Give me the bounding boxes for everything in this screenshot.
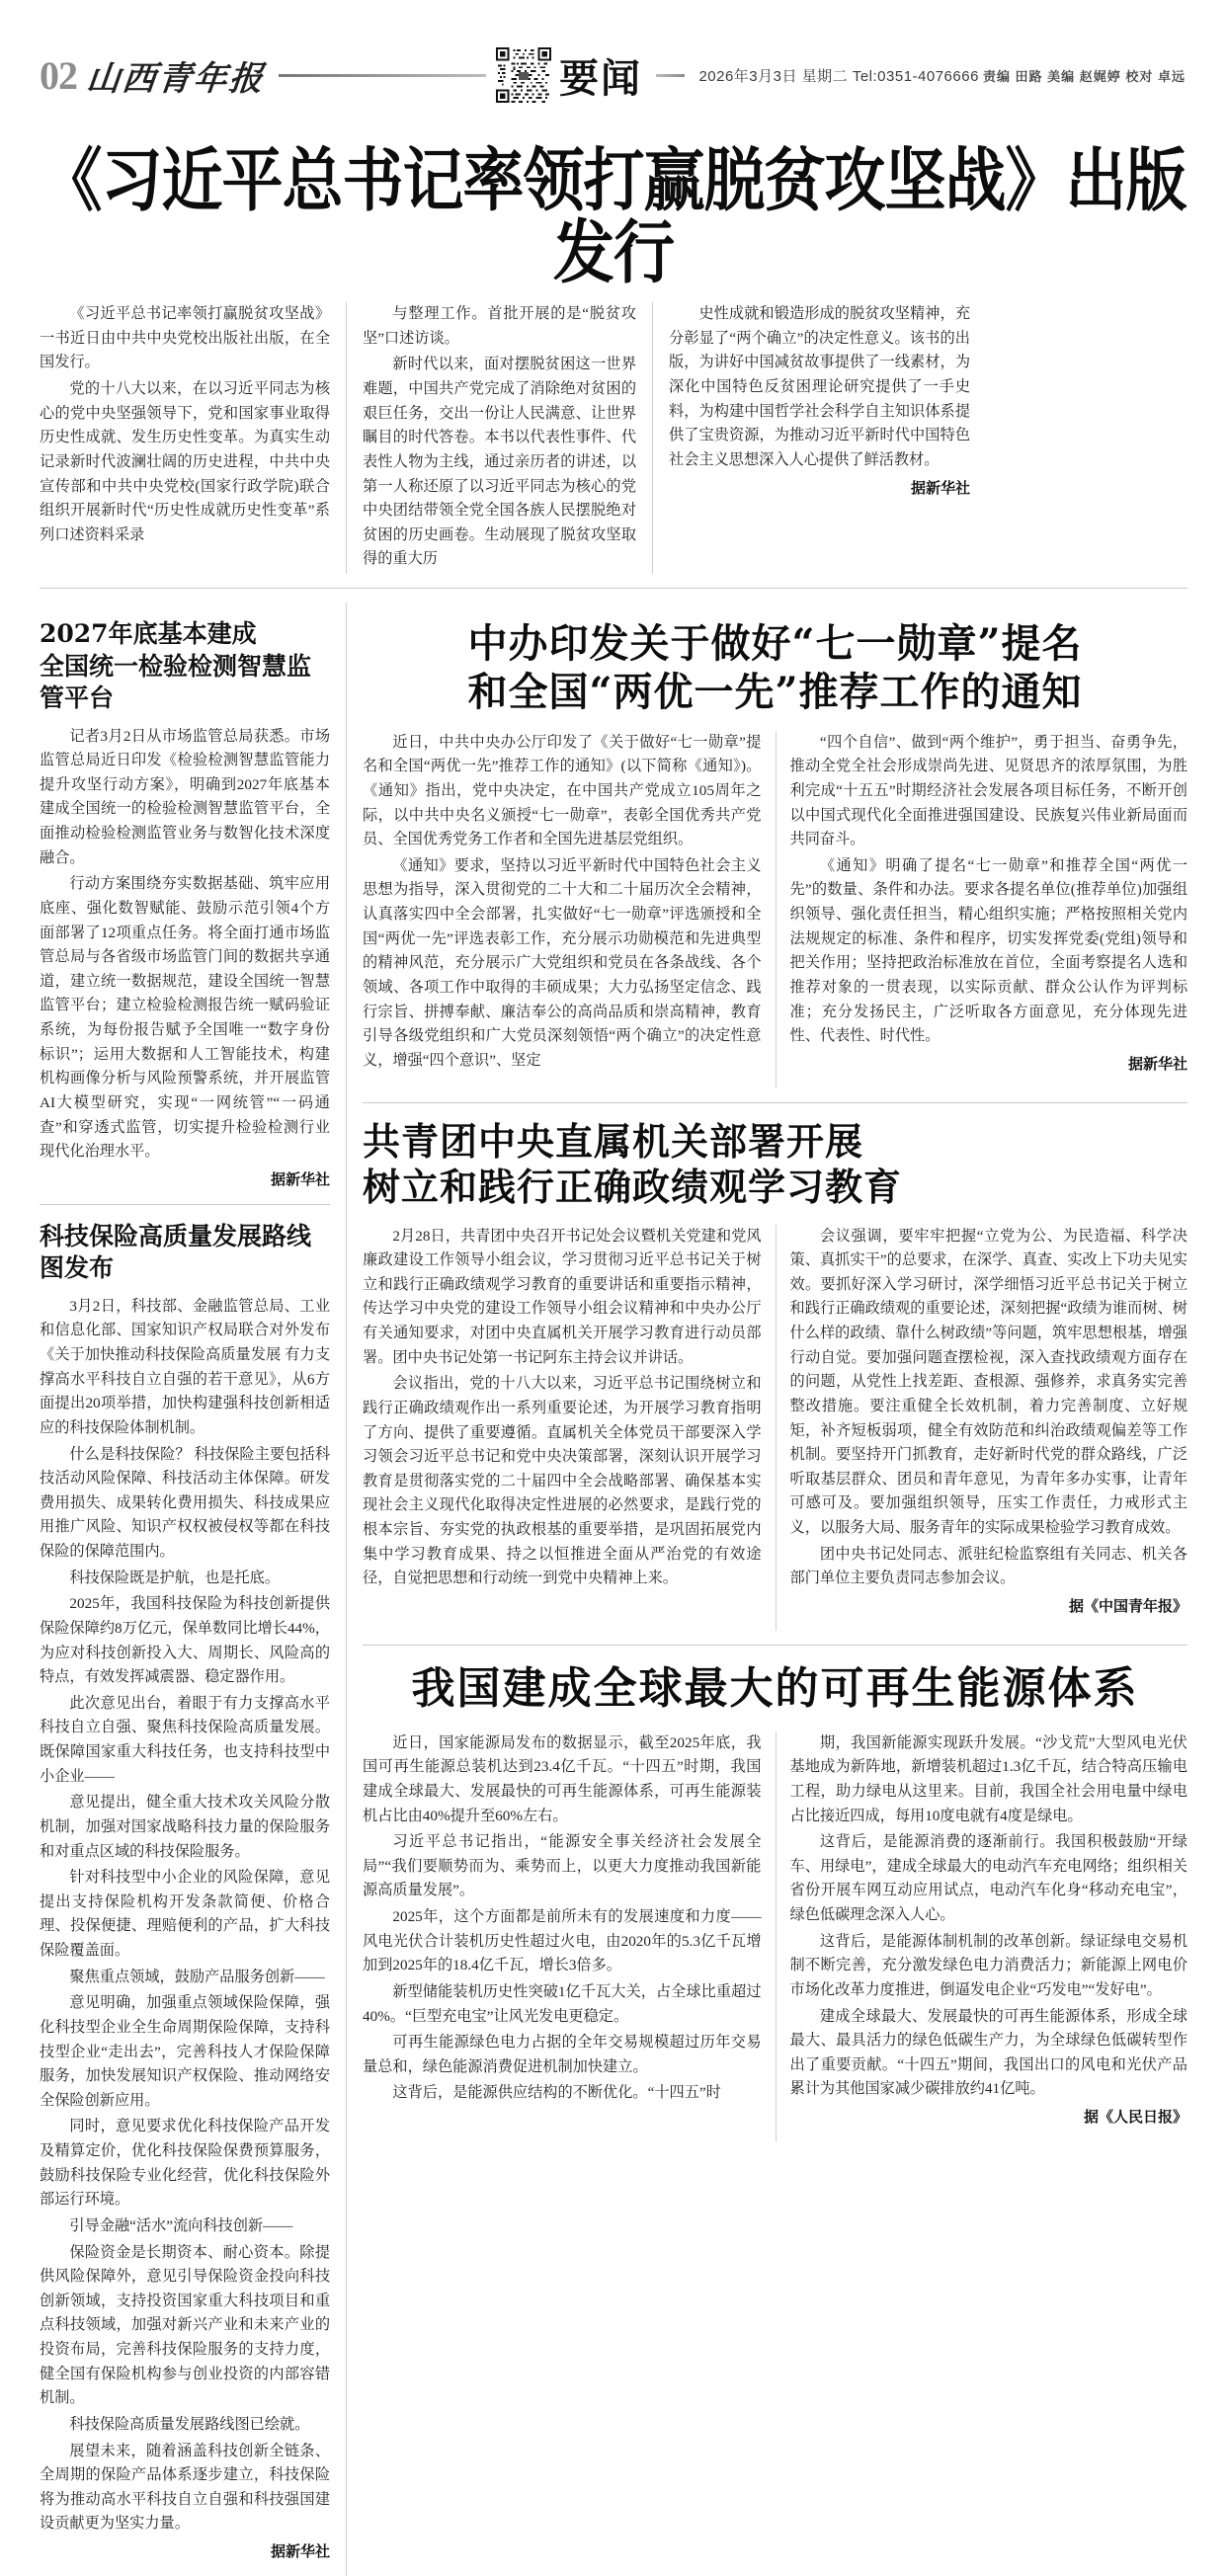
- headline-line-2: 全国统一检验检测智慧监管平台: [40, 651, 312, 713]
- energy-article: [363, 1663, 1187, 2141]
- paragraph: 3月2日，科技部、金融监管总局、工业和信息化部、国家知识产权局联合对外发布《关于加快推动科技保险高质量发展 有力支撑高水平科技自立自强的若干意见》，从6方面提出20项举措，加快构建强科技创新相适应的科技保险体制机制。: [40, 1297, 330, 1436]
- paragraph: 与整理工作。首批开展的是“脱贫攻坚”口述访谈。: [363, 305, 636, 347]
- section-divider: [40, 588, 1187, 589]
- paragraph: 同时，意见要求优化科技保险产品开发及精算定价，优化科技保险保费预算服务，鼓励科技保险专业化经营，优化科技保险外部运行环境。: [40, 2118, 330, 2209]
- paragraph: 新时代以来，面对摆脱贫困这一世界难题，中国共产党完成了消除绝对贫困的艰巨任务，交出一份让人民满意、让世界瞩目的时代答卷。本书以代表性事件、代表性人物为主线，通过亲历者的讲述，以第一人称还原了以习近平同志为核心的党中央团结带领全党全国各族人民摆脱绝对贫困的历史画卷。生动展现了脱贫攻坚取得的重大历: [363, 356, 636, 568]
- medal-column-right: [776, 731, 1188, 1088]
- paragraph: 意见提出，健全重大技术攻关风险分散机制，加强对国家战略科技力量的保险服务和对重点区域的科技保险服务。: [40, 1794, 330, 1860]
- paragraph: 《习近平总书记率领打赢脱贫攻坚战》一书近日由中共中央党校出版社出版，在全国发行。: [40, 305, 330, 371]
- section-divider: [363, 1645, 1187, 1646]
- paragraph: 什么是科技保险？ 科技保险主要包括科技活动风险保障、科技活动主体保障。研发费用损失、成果转化费用损失、科技成果应用推广风险、知识产权权被侵权等都在科技保险的保障范围内。: [40, 1445, 330, 1561]
- masthead-rule-left: [279, 74, 486, 77]
- energy-article-headline: 我国建成全球最大的可再生能源体系: [411, 1662, 1139, 1714]
- headline-line-2: 树立和践行正确政绩观学习教育: [363, 1165, 903, 1210]
- masthead: [40, 0, 1187, 122]
- paragraph: 意见明确，加强重点领域保险保障，强化科技型企业全生命周期保险保障，支持科技型企业“走出去”，完善科技人才保险保障服务，加快发展知识产权保险、推动网络安全保险创新应用。: [40, 1994, 330, 2109]
- youth-league-columns: [363, 1225, 1187, 1631]
- headline-line-2: 和全国“两优一先”推荐工作的通知: [467, 668, 1083, 715]
- paragraph: 行动方案围绕夯实数据基础、筑牢应用底座、强化数智赋能、鼓励示范引领4个方面部署了12项重点任务。将全面打通市场监管总局与各省级市场监管门间的数据共享通道，建立统一数据规范，建设全国统一智慧监管平台；建立检验检测报告统一赋码验证系统，为每份报告赋予全国唯一“数字身份标识”；运用大数据和人工智能技术，构建机构画像分析与风险预警系统，并开展监管AI大模型研究，实现“一网统管”“一码通查”和穿透式监管，切实提升检验检测行业现代化治理水平。: [40, 875, 330, 1161]
- tech-insurance-headline: 科技保险高质量发展路线图发布: [40, 1221, 312, 1283]
- paragraph: 针对科技型中小企业的风险保障，意见提出支持保险机构开发条款简便、价格合理、投保便捷、理赔便利的产品，扩大科技保险覆盖面。: [40, 1869, 330, 1960]
- paragraph: 此次意见出台，着眼于有力支撑高水平科技自立自强、聚焦科技保险高质量发展。既保障国家重大科技任务，也支持科技型中小企业——: [40, 1694, 330, 1785]
- paragraph: 2025年，这个方面都是前所未有的发展速度和力度——风电光伏合计装机历史性超过火电，由2020年的5.3亿千瓦增加到2025年的18.4亿千瓦，增长3倍多。: [363, 1908, 762, 1974]
- paragraph: 可再生能源绿色电力占据的全年交易规模超过历年交易量总和，绿色能源消费促进机制加快建立。: [363, 2034, 762, 2075]
- paragraph: 保险资金是长期资本、耐心资本。除提供风险保障外，意见引导保险资金投向科技创新领域，支持投资国家重大科技项目和重点科技领域，加强对新兴产业和未来产业的投资布局，完善科技保险服务的支持力度，健全国有保险机构参与创业投资的内部容错机制。: [40, 2243, 330, 2407]
- paragraph: 新型储能装机历史性突破1亿千瓦大关，占全球比重超过40%。“巨型充电宝”让风光发电更稳定。: [363, 1982, 762, 2025]
- lead-headline: 《习近平总书记率领打赢脱贫攻坚战》出版发行: [41, 139, 1186, 293]
- paragraph: 2月28日，共青团中央召开书记处会议暨机关党建和党风廉政建设工作领导小组会议，学习贯彻习近平总书记关于树立和践行正确政绩观学习教育的重要讲话和重要指示精神，传达学习中央党的建设工作领导小组会议精神和中央办公厅有关通知要求，对团中央直属机关开展学习教育进行动员部署。团中央书记处第一书记阿东主持会议并讲话。: [363, 1227, 762, 1366]
- paragraph: 《通知》要求，坚持以习近平新时代中国特色社会主义思想为指导，深入贯彻党的二十大和二十届历次全会精神，认真落实四中全会部署，扎实做好“七一勋章”评选颁授和全国“两优一先”评选表彰工作，充分展示功勋模范和先进典型的精神风范，充分展示广大党组织和党员在各条战线、各个领域、各项工作中取得的丰硕成果；大力弘扬坚定信念、践行宗旨、拼搏奉献、廉洁奉公的高尚品质和崇高精神，教育引导各级党组织和广大党员深刻领悟“两个确立”的决定性意义，增强“四个意识”、坚定: [363, 856, 762, 1069]
- headline-line-1: 共青团中央直属机关部署开展: [363, 1118, 864, 1164]
- energy-columns: [363, 1731, 1187, 2141]
- right-pane: [346, 603, 1187, 2576]
- source-credit: 据新华社: [910, 480, 970, 497]
- section-divider: [363, 1102, 1187, 1103]
- main-content-area: [40, 603, 1187, 2576]
- paragraph: 展望未来，随着涵盖科技创新全链条、全周期的保险产品体系逐步建立，科技保险将为推动高水平科技自立自强和科技强国建设贡献更为坚实力量。: [40, 2442, 330, 2533]
- youth-league-article: [363, 1119, 1187, 1631]
- paragraph: 近日，国家能源局发布的数据显示，截至2025年底，我国可再生能源总装机达到23.4亿千瓦。“十四五”时期，我国建成全球最大、发展最快的可再生能源体系，可再生能源装机占比由40%提升至60%左右。: [363, 1733, 762, 1824]
- paragraph: 聚焦重点领域，鼓励产品服务创新——: [69, 1968, 325, 1985]
- paragraph: 党的十八大以来，在以习近平同志为核心的党中央坚强领导下，党和国家事业取得历史性成就、发生历史性变革。为真实生动记录新时代波澜壮阔的历史进程，中共中央宣传部和中共中央党校(国家行政学院)联合组织开展新时代“历史性成就历史性变革”系列口述资料采录: [40, 380, 330, 543]
- medal-column-left: [363, 731, 776, 1088]
- paragraph: 团中央书记处同志、派驻纪检监察组有关同志、机关各部门单位主要负责同志参加会议。: [789, 1545, 1187, 1587]
- paragraph: 会议强调，要牢牢把握“立党为公、为民造福、科学决策、真抓实干”的总要求，在深学、真查、实改上下功夫见实效。要抓好深入学习研讨，深学细悟习近平总书记关于树立和践行正确政绩观的重要论述，深刻把握“政绩为谁而树、树什么样的政绩、靠什么树政绩”等问题，筑牢思想根基，增强行动自觉。要加强问题查摆检视，深入查找政绩观方面存在的问题，从党性上找差距、查根源、强修养，求真务实完善整改措施。要注重健全长效机制，着力完善制度、立好规矩，补齐短板弱项，健全有效防范和纠治政绩观偏差等工作机制。要坚持开门抓教育，走好新时代党的群众路线，广泛听取基层群众、团员和青年意见，为青年多办实事，让青年可感可及。要加强组织领导，压实工作责任，力戒形式主义，以服务大局、服务青年的实际成果检验学习教育成效。: [789, 1227, 1187, 1536]
- paragraph: 近日，中共中央办公厅印发了《关于做好“七一勋章”提名和全国“两优一先”推荐工作的通知》(以下简称《通知》)。《通知》指出，党中央决定，在中国共产党成立105周年之际，以中共中央名义颁授“七一勋章”，表彰全国优秀共产党员、全国优秀党务工作者和全国先进基层党组织。: [363, 733, 762, 848]
- paragraph: 《通知》明确了提名“七一勋章”和推荐全国“两优一先”的数量、条件和办法。要求各提名单位(推荐单位)加强组织领导、强化责任担当，精心组织实施；严格按照相关党内法规规定的标准、条件和程序，切实发挥党委(党组)领导和把关作用；坚持把政治标准放在首位，全面考察提名人选和推荐对象的一贯表现，以实际贡献、群众公认作为评判标准；充分发扬民主，广泛听取各方面意见，充分体现先进性、代表性、时代性。: [789, 856, 1187, 1045]
- youth-column-left: [363, 1225, 776, 1631]
- youth-column-right: [776, 1225, 1188, 1631]
- paragraph: 这背后，是能源供应结构的不断优化。“十四五”时: [392, 2084, 721, 2102]
- paragraph: 2025年，我国科技保险为科技创新提供保险保障约8万亿元，保单数同比增长44%，为应对科技创新投入大、周期长、风险高的特点，有效发挥减震器、稳定器作用。: [40, 1595, 330, 1686]
- source-credit: 据新华社: [270, 1171, 330, 1188]
- left-rail: [40, 603, 346, 2576]
- issue-staff-line: 责编 田路 美编 赵娓婷 校对 卓远: [982, 68, 1186, 84]
- medal-article-columns: [363, 731, 1187, 1088]
- youth-league-headline: [363, 1119, 1187, 1211]
- paragraph: 期，我国新能源实现跃升发展。“沙戈荒”大型风电光伏基地成为新阵地，新增装机超过1.3亿千瓦，结合特高压输电工程，助力绿电从这里来。目前，我国全社会用电量中绿电占比接近四成，每用10度电就有4度是绿电。: [789, 1733, 1187, 1824]
- source-credit: 据新华社: [270, 2544, 330, 2561]
- paragraph: 建成全球最大、发展最快的可再生能源体系，形成全球最大、最具活力的绿色低碳生产力，为全球绿色低碳转型作出了重要贡献。“十四五”期间，我国出口的风电和光伏产品累计为其他国家减少碳排放约41亿吨。: [789, 2007, 1187, 2098]
- paper-name-logo: 山西青年报: [84, 58, 267, 99]
- lead-article-columns: [40, 302, 1187, 574]
- paragraph: 引导金融“活水”流向科技创新——: [69, 2216, 293, 2234]
- paragraph: 这背后，是能源消费的逐渐前行。我国积极鼓励“开绿车、用绿电”，建成全球最大的电动汽车充电网络；组织相关省份开展车网互动应用试点，电动汽车化身“移动充电宝”，绿色低碳理念深入人心。: [789, 1833, 1187, 1924]
- lead-column-1: [40, 302, 346, 574]
- inspection-article-headline: [40, 618, 330, 715]
- energy-column-left: [363, 1731, 776, 2141]
- section-divider: [40, 1204, 330, 1205]
- headline-line-1: 2027年底基本建成: [40, 619, 257, 649]
- issue-date-line: 2026年3月3日 星期二 Tel:0351-4076666: [698, 67, 979, 85]
- page-number: 02: [40, 52, 77, 98]
- paragraph: 记者3月2日从市场监管总局获悉。市场监管总局近日印发《检验检测智慧监管能力提升攻坚行动方案》，明确到2027年底基本建成全国统一的检验检测智慧监管平台，全面推动检验检测监管业务与数智化技术深度融合。: [40, 727, 330, 866]
- lead-column-3: [652, 302, 970, 574]
- section-title: 要闻: [559, 54, 642, 102]
- paragraph: 科技保险既是护航，也是托底。: [69, 1569, 281, 1586]
- source-credit: 据《中国青年报》: [1068, 1598, 1187, 1615]
- headline-line-1: 中办印发关于做好“七一勋章”提名: [467, 620, 1083, 668]
- paragraph: 科技保险高质量发展路线图已绘就。: [69, 2415, 310, 2433]
- qr-code-icon[interactable]: [496, 47, 551, 103]
- paragraph: 会议指出，党的十八大以来，习近平总书记围绕树立和践行正确政绩观作出一系列重要论述，为开展学习教育指明了方向、提供了重要遵循。直属机关全体党员干部要深入学习领会习近平总书记和党中央决策部署，深刻认识开展学习教育是贯彻落实党的二十届四中全会战略部署、确保基本实现社会主义现代化取得决定性进展的必然要求，是践行党的根本宗旨、夯实党的执政根基的重要举措，是巩固拓展党内集中学习教育成果、持之以恒推进全面从严治党的有效途径，自觉把思想和行动统一到党中央精神上来。: [363, 1375, 762, 1587]
- paragraph: 习近平总书记指出，“能源安全事关经济社会发展全局”“我们要顺势而为、乘势而上，以更大力度推动我国新能源高质量发展”。: [363, 1833, 762, 1899]
- paragraph: “四个自信”、做到“两个维护”，勇于担当、奋勇争先，推动全党全社会形成崇尚先进、见贤思齐的浓厚氛围，为胜利完成“十五五”时期经济社会发展各项目标任务，不断开创以中国式现代化全面推进强国建设、民族复兴伟业新局面而共同奋斗。: [789, 733, 1187, 848]
- energy-column-right: [776, 1731, 1188, 2141]
- medal-article: [363, 620, 1187, 1088]
- source-credit: 据《人民日报》: [1083, 2110, 1187, 2127]
- paragraph: 史性成就和锻造形成的脱贫攻坚精神，充分彰显了“两个确立”的决定性意义。该书的出版，为讲好中国减贫故事提供了一线素材，为深化中国特色反贫困理论研究提供了一手史料，为构建中国哲学社会科学自主知识体系提供了宝贵资源，为推动习近平新时代中国特色社会主义思想深入人心提供了鲜活教材。: [669, 305, 970, 468]
- lead-column-2: [346, 302, 652, 574]
- masthead-rule-right: [656, 74, 685, 77]
- source-credit: 据新华社: [1127, 1056, 1187, 1073]
- paragraph: 这背后，是能源体制机制的改革创新。绿证绿电交易机制不断完善，充分激发绿色电力消费活力；新能源上网电价市场化改革力度推进，倒逼发电企业“巧发电”“发好电”。: [789, 1932, 1187, 1998]
- medal-article-headline: [363, 620, 1187, 717]
- issue-info: [698, 65, 1187, 86]
